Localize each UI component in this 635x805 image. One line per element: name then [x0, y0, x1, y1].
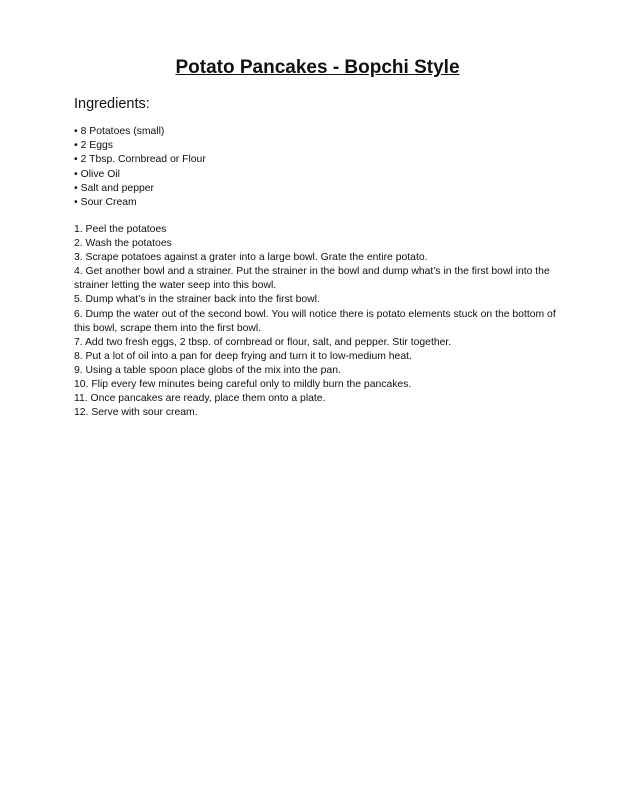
bullet-icon: •	[74, 126, 78, 137]
instructions-list	[74, 223, 564, 420]
ingredients-heading: Ingredients:	[74, 96, 150, 112]
ingredient-item	[74, 125, 206, 139]
bullet-icon: •	[74, 182, 78, 194]
instruction-step: 8. Put a lot of oil into a pan for deep frying and turn it to low-medium heat.	[74, 350, 412, 362]
bullet-icon: •	[74, 197, 78, 209]
ingredient-item	[74, 139, 206, 153]
bullet-icon: •	[74, 168, 78, 180]
ingredient-item	[74, 153, 206, 167]
ingredient-item	[74, 168, 206, 182]
document-title: Potato Pancakes - Bopchi Style	[175, 57, 460, 78]
ingredient-text: 2 Eggs	[80, 140, 113, 152]
instruction-step: 6. Dump the water out of the second bowl. You will notice there is potato elements stuck on the bottom of this bowl, scrape them into the first bowl.	[74, 308, 556, 334]
instruction-step: 2. Wash the potatoes	[74, 238, 172, 250]
ingredients-list	[74, 125, 206, 210]
instruction-step: 10. Flip every few minutes being careful only to mildly burn the pancakes.	[74, 379, 412, 391]
ingredient-item	[74, 182, 206, 196]
instruction-step: 9. Using a table spoon place globs of the mix into the pan.	[74, 364, 341, 376]
ingredient-text: 2 Tbsp. Cornbread or Flour	[80, 154, 206, 166]
instruction-step: 7. Add two fresh eggs, 2 tbsp. of cornbread or flour, salt, and pepper. Stir together.	[74, 336, 452, 348]
ingredient-item	[74, 196, 206, 210]
bullet-icon: •	[74, 154, 78, 166]
ingredient-text: Salt and pepper	[80, 182, 155, 194]
instruction-step: 1. Peel the potatoes	[74, 224, 167, 235]
ingredient-text: Olive Oil	[80, 168, 120, 180]
instruction-step: 12. Serve with sour cream.	[74, 407, 198, 419]
bullet-icon: •	[74, 140, 78, 152]
instruction-step: 11. Once pancakes are ready, place them onto a plate.	[74, 393, 326, 405]
ingredient-text: Sour Cream	[80, 197, 137, 209]
ingredient-text: 8 Potatoes (small)	[80, 126, 165, 137]
instruction-step: 5. Dump what’s in the strainer back into the first bowl.	[74, 294, 320, 306]
instruction-step: 4. Get another bowl and a strainer. Put the strainer in the bowl and dump what’s in the first bowl into the strainer letting the water seep into this bowl.	[74, 266, 550, 292]
instruction-step: 3. Scrape potatoes against a grater into a large bowl. Grate the entire potato.	[74, 252, 428, 264]
